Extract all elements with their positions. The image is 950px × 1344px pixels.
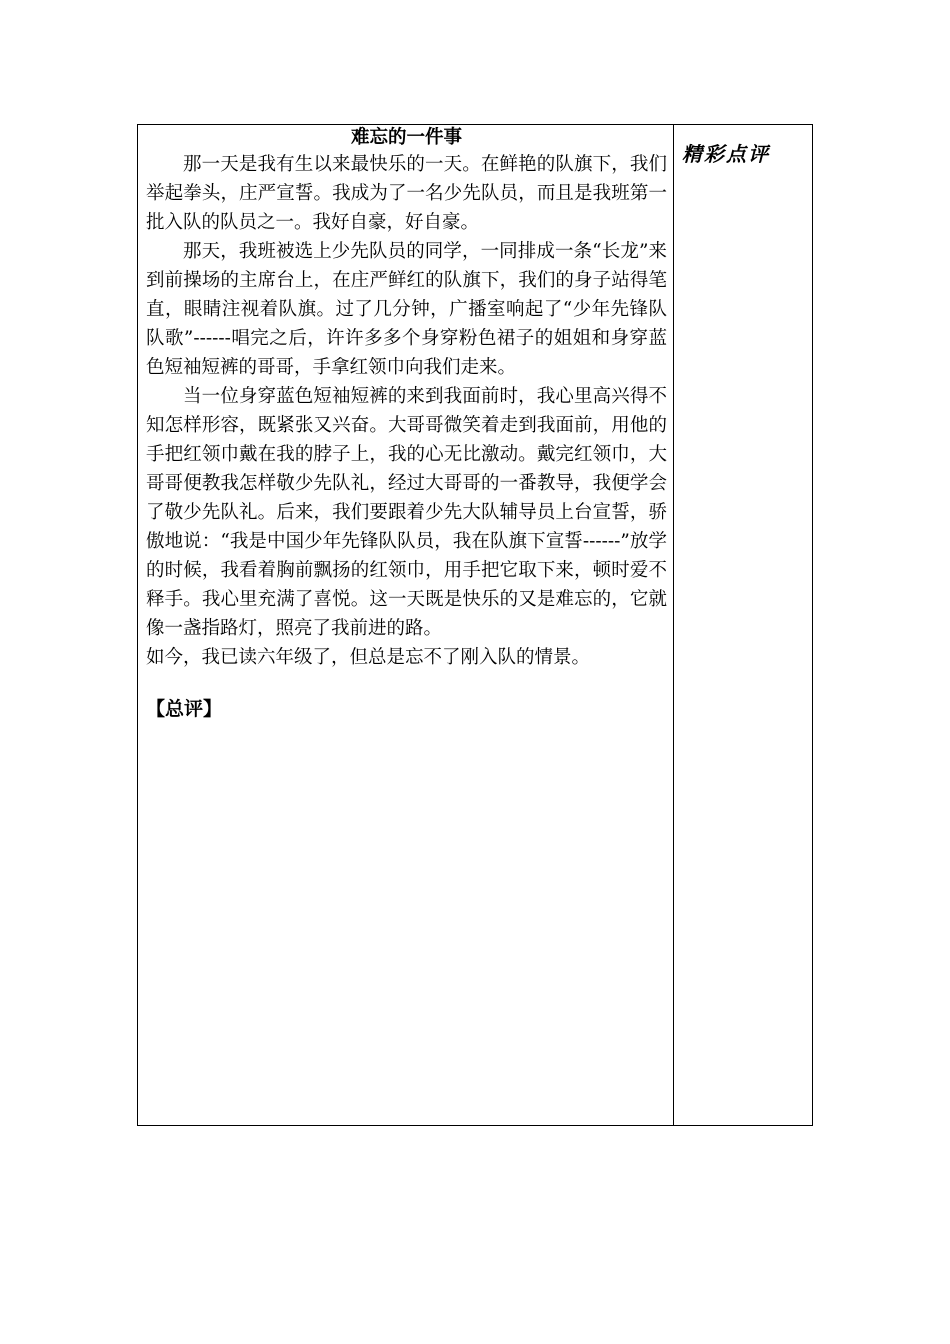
comment-heading: 精彩点评 xyxy=(682,142,770,166)
essay-paragraph-4: 如今，我已读六年级了，但总是忘不了刚入队的情景。 xyxy=(146,647,591,668)
essay-column xyxy=(138,125,674,1125)
essay-title: 难忘的一件事 xyxy=(350,127,462,148)
essay-table xyxy=(137,124,813,1126)
essay-paragraph-3: 当一位身穿蓝色短袖短裤的来到我面前时，我心里高兴得不知怎样形容，既紧张又兴奋。大哥哥微笑着走到我面前，用他的手把红领巾戴在我的脖子上，我的心无比激动。戴完红领巾，大哥哥便教我怎样敬少先队礼，经过大哥哥的一番教导，我便学会了敬少先队礼。后来，我们要跟着少先大队辅导员上台宣誓，骄傲地说：“我是中国少年先锋队队员，我在队旗下宣誓------”放学的时候，我看着胸前飘扬的红领巾，用手把它取下来，顿时爱不释手。我心里充满了喜悦。这一天既是快乐的又是难忘的，它就像一盏指路灯，照亮了我前进的路。 xyxy=(146,386,667,639)
summary-label: 【总评】 xyxy=(146,698,223,720)
comment-column xyxy=(674,125,812,1125)
essay-paragraph-1: 那一天是我有生以来最快乐的一天。在鲜艳的队旗下，我们举起拳头，庄严宣誓。我成为了一名少先队员，而且是我班第一批入队的队员之一。我好自豪，好自豪。 xyxy=(146,154,667,233)
essay-paragraph-2: 那天，我班被选上少先队员的同学，一同排成一条“长龙”来到前操场的主席台上，在庄严鲜红的队旗下，我们的身子站得笔直，眼睛注视着队旗。过了几分钟，广播室响起了“少年先锋队队歌”------唱完之后，许许多多个身穿粉色裙子的姐姐和身穿蓝色短袖短裤的哥哥，手拿红领巾向我们走来。 xyxy=(146,241,667,378)
